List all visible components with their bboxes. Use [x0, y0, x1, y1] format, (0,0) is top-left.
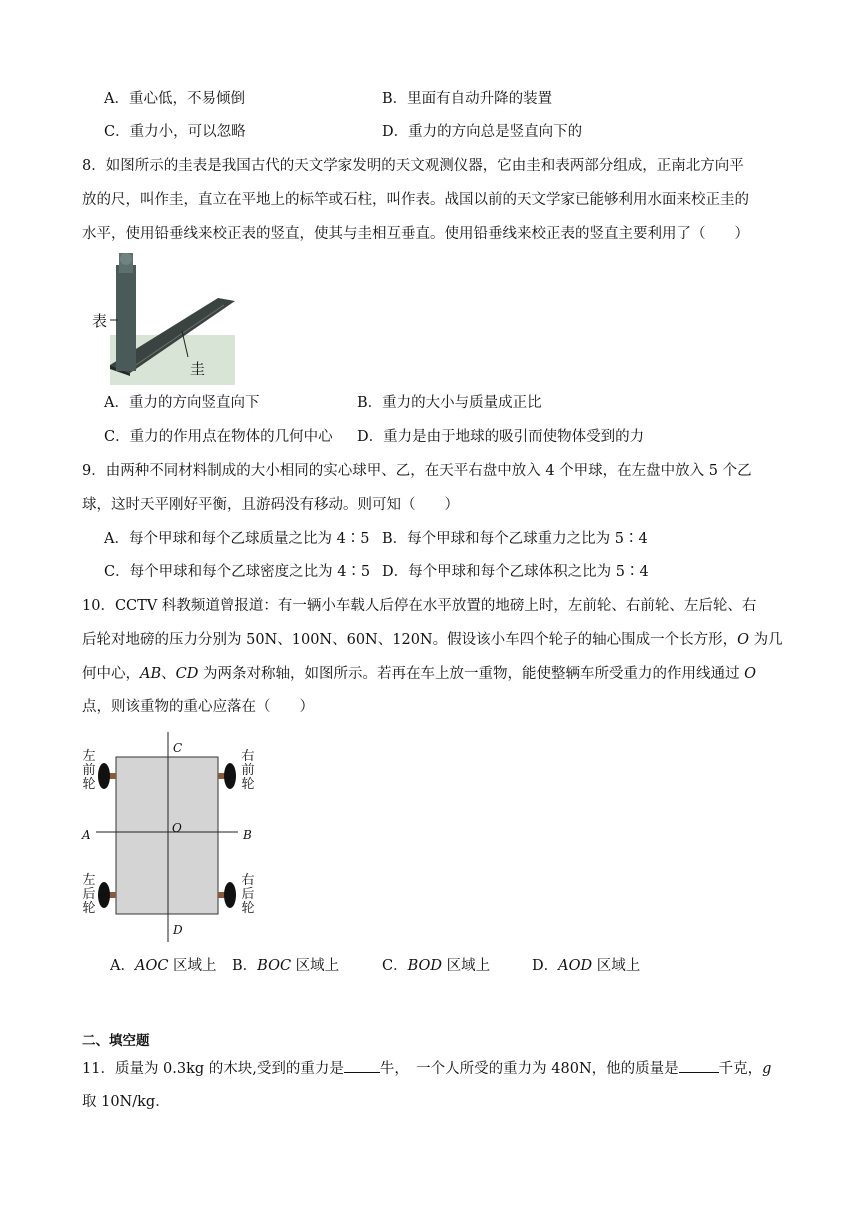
- label-a: A: [82, 828, 91, 842]
- biao-label: 表: [92, 312, 108, 330]
- section-title: 二、填空题: [82, 1033, 150, 1049]
- q10-option-a: A．AOC 区域上: [110, 958, 217, 974]
- q10-line-4: 点，则该重物的重心应落在（ ）: [82, 699, 314, 715]
- wheel-right-front: [224, 763, 236, 789]
- label-c: C: [173, 741, 183, 755]
- label-o: O: [172, 821, 182, 835]
- q11-blank-1[interactable]: [344, 1058, 380, 1073]
- q10-option-c: C．BOD 区域上: [382, 958, 491, 974]
- label-left-front-wheel: 左 前 轮: [82, 749, 96, 792]
- wheel-right-rear: [224, 882, 236, 908]
- q8-line-2: 放的尺，叫作圭，直立在平地上的标竿或石柱，叫作表。战国以前的天文学家已能够利用水面来校正圭的: [82, 192, 749, 208]
- q8-option-b: B．重力的大小与质量成正比: [357, 395, 542, 411]
- q10-option-b: B．BOC 区域上: [232, 958, 340, 974]
- q7-option-b: B．里面有自动升降的装置: [382, 91, 553, 107]
- label-b: B: [243, 828, 252, 842]
- gui-label: 圭: [190, 360, 206, 378]
- label-d: D: [173, 923, 183, 937]
- q9-option-b: B．每个甲球和每个乙球重力之比为 5∶4: [382, 531, 648, 547]
- q11-line-2: 取 10N/kg．: [82, 1094, 170, 1110]
- car-body: [116, 757, 218, 914]
- q8-line-1: 8．如图所示的圭表是我国古代的天文学家发明的天文观测仪器，它由圭和表两部分组成，正南北方向平: [82, 158, 744, 174]
- q8-line-3: 水平，使用铅垂线来校正表的竖直，使其与圭相互垂直。使用铅垂线来校正表的竖直主要利用了（ ）: [82, 226, 749, 242]
- q10-line-3: 何中心，AB、CD 为两条对称轴，如图所示。若再在车上放一重物，能使整辆车所受重力的作用线通过 O: [82, 666, 756, 682]
- q9-line-2: 球，这时天平刚好平衡，且游码没有移动。则可知（ ）: [82, 497, 459, 513]
- q7-option-d: D．重力的方向总是竖直向下的: [382, 124, 583, 140]
- q11-blank-2[interactable]: [679, 1058, 719, 1073]
- q9-option-c: C．每个甲球和每个乙球密度之比为 4∶5: [104, 564, 371, 580]
- q10-line-1: 10．CCTV 科教频道曾报道：有一辆小车载人后停在水平放置的地磅上时，左前轮、右前轮、左后轮、右: [82, 598, 757, 614]
- q9-option-d: D．每个甲球和每个乙球体积之比为 5∶4: [382, 564, 649, 580]
- label-left-rear-wheel: 左 后 轮: [82, 873, 96, 916]
- label-right-front-wheel: 右 前 轮: [241, 749, 255, 792]
- q8-option-c: C．重力的作用点在物体的几何中心: [104, 429, 333, 445]
- biao-pillar: [116, 265, 136, 371]
- q10-line-2: 后轮对地磅的压力分别为 50N、100N、60N、120N。假设该小车四个轮子的轴心围成一个长方形，O 为几: [82, 632, 783, 648]
- q7-option-a: A．重心低，不易倾倒: [104, 91, 245, 107]
- q8-option-a: A．重力的方向竖直向下: [104, 395, 260, 411]
- q9-option-a: A．每个甲球和每个乙球质量之比为 4∶5: [104, 531, 370, 547]
- q11-line-1: 11．质量为 0.3kg 的木块,受到的重力是 牛， 一个人所受的重力为 480N，他的质量是 千克，g: [82, 1058, 771, 1079]
- label-right-rear-wheel: 右 后 轮: [241, 873, 255, 916]
- q8-option-d: D．重力是由于地球的吸引而使物体受到的力: [357, 429, 645, 445]
- q10-option-d: D．AOD 区域上: [532, 958, 641, 974]
- wheel-left-rear: [98, 882, 110, 908]
- q9-line-1: 9．由两种不同材料制成的大小相同的实心球甲、乙，在天平右盘中放入 4 个甲球，在左盘中放入 5 个乙: [82, 463, 752, 479]
- q7-option-c: C．重力小，可以忽略: [104, 124, 246, 140]
- guibiao-figure: [110, 253, 235, 385]
- wheel-left-front: [98, 763, 110, 789]
